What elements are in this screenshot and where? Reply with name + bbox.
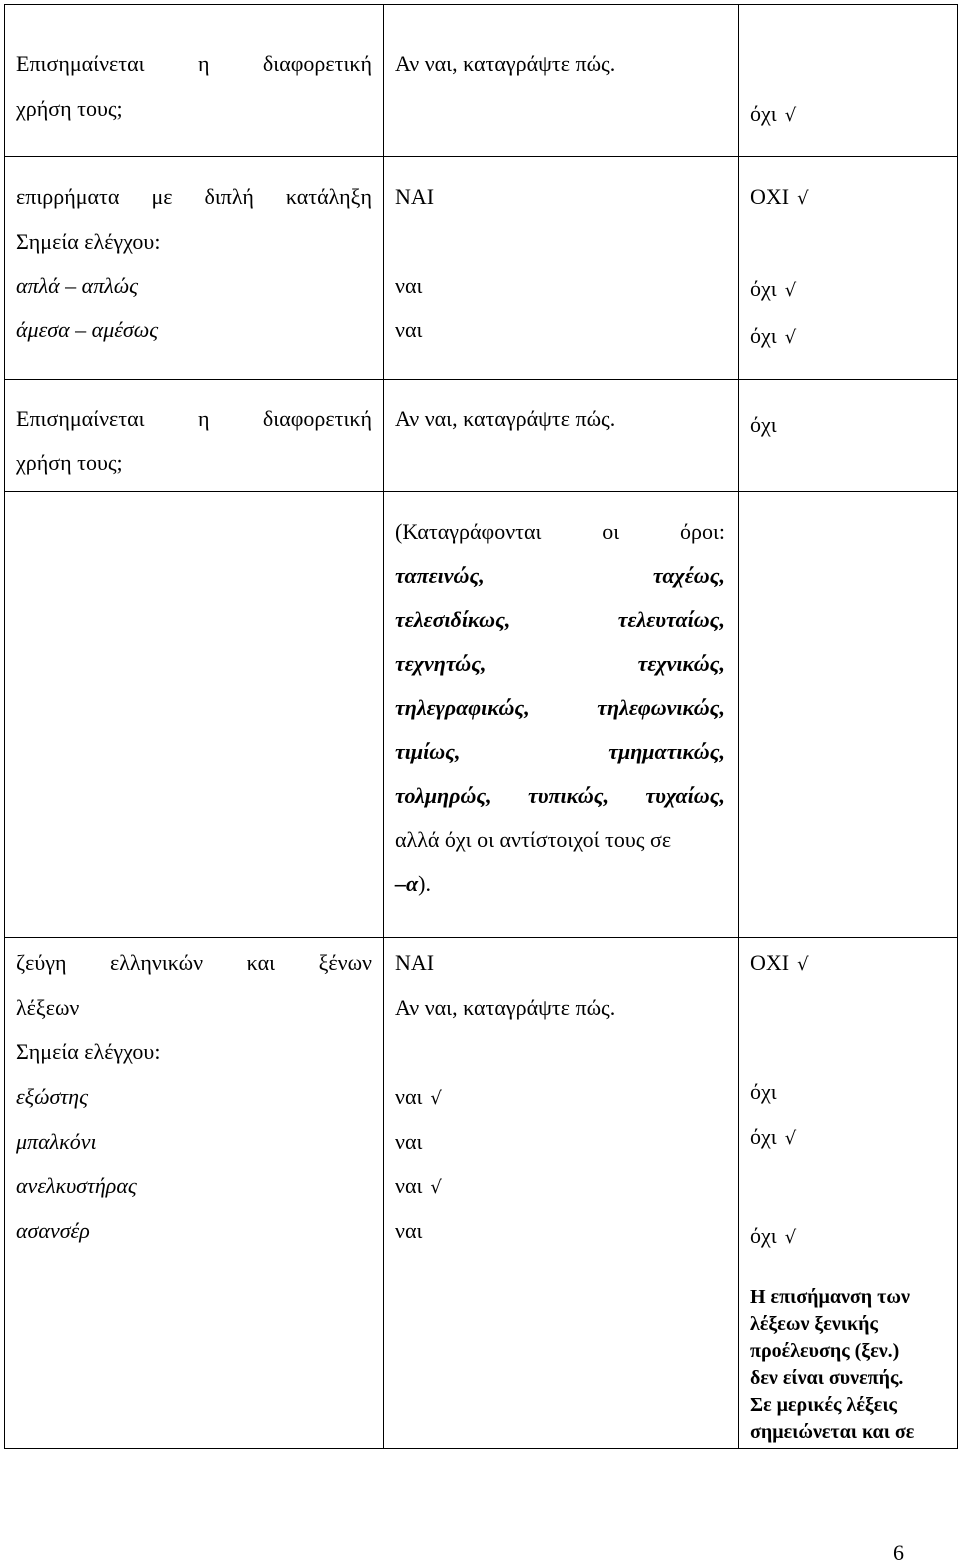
- term: τελευταίως,: [617, 607, 725, 632]
- row5-label-word: ζεύγη: [16, 950, 67, 975]
- intro-word: (Καταγράφονται: [395, 519, 542, 544]
- term: τηλεγραφικώς,: [395, 695, 530, 720]
- yes-value: ναι: [395, 1218, 423, 1243]
- no-value: όχι: [750, 276, 777, 301]
- row1-instruction: Αν ναι, καταγράψτε πώς.: [395, 51, 616, 76]
- checkpoints-label: Σημεία ελέγχου:: [16, 1039, 161, 1064]
- yes-value: ναι: [395, 1173, 423, 1198]
- note-line: Η επισήμανση των: [750, 1286, 910, 1308]
- no-value: όχι: [750, 1079, 777, 1104]
- term: τυχαίως,: [645, 783, 725, 808]
- note-line: λέξεων ξενικής: [750, 1313, 878, 1335]
- no-value: όχι: [750, 323, 777, 348]
- row1-answer: όχι: [750, 101, 777, 126]
- row1-label-word: διαφορετική: [262, 51, 372, 76]
- row3-label-word: η: [197, 406, 210, 431]
- row3-instruction: Αν ναι, καταγράψτε πώς.: [395, 406, 616, 431]
- table-row: [5, 492, 958, 938]
- no-value: όχι: [750, 1124, 777, 1149]
- row3-label-word: διαφορετική: [262, 406, 372, 431]
- term: τηλεφωνικώς,: [597, 695, 725, 720]
- yes-value: ναι: [395, 273, 423, 298]
- row2-label-word: κατάληξη: [285, 184, 372, 209]
- row5-label-tail: λέξεων: [16, 995, 80, 1020]
- yes-value: ναι: [395, 317, 423, 342]
- term: τεχνικώς,: [637, 651, 725, 676]
- check-mark-icon: √: [784, 280, 797, 301]
- term: τολμηρώς,: [395, 783, 492, 808]
- yes-heading: ΝΑΙ: [395, 184, 435, 209]
- example-pair: άμεσα – αμέσως: [16, 317, 159, 342]
- row5-label-word: ελληνικών: [110, 950, 204, 975]
- table-row: [5, 157, 958, 380]
- yes-value: ναι: [395, 1129, 423, 1154]
- ending-close: ).: [418, 871, 431, 896]
- row3-answer: όχι: [750, 412, 777, 437]
- content-table: [4, 4, 958, 1449]
- note-line: Σε μερικές λέξεις: [750, 1394, 897, 1416]
- yes-heading: ΝΑΙ: [395, 950, 435, 975]
- table-row: [5, 5, 958, 157]
- note-line: δεν είναι συνεπής.: [750, 1367, 904, 1389]
- term: τυπικώς,: [527, 783, 610, 808]
- row5-instruction: Αν ναι, καταγράψτε πώς.: [395, 995, 616, 1020]
- terms-tail: αλλά όχι οι αντίστοιχοί τους σε: [395, 827, 672, 852]
- row3-label-tail: χρήση τους;: [16, 450, 123, 475]
- example-word: εξώστης: [16, 1084, 89, 1109]
- check-mark-icon: √: [784, 1227, 797, 1248]
- row3-label-word: Επισημαίνεται: [16, 406, 145, 431]
- row2-label-word: επιρρήματα: [16, 184, 120, 209]
- row1-label-word: Επισημαίνεται: [16, 51, 145, 76]
- term: τελεσιδίκως,: [395, 607, 511, 632]
- yes-value: ναι: [395, 1084, 423, 1109]
- term: τμηματικώς,: [608, 739, 725, 764]
- example-pair: απλά – απλώς: [16, 273, 139, 298]
- check-mark-icon: √: [784, 105, 797, 126]
- row1-label-word: η: [197, 51, 210, 76]
- term: τεχνητώς,: [395, 651, 487, 676]
- term: τιμίως,: [395, 739, 461, 764]
- page-number: 6: [893, 1540, 904, 1565]
- no-value: όχι: [750, 1223, 777, 1248]
- term: ταχέως,: [652, 563, 725, 588]
- intro-word: όροι:: [679, 519, 725, 544]
- ending-suffix: –α: [395, 871, 419, 896]
- check-mark-icon: √: [784, 1128, 797, 1149]
- intro-word: οι: [602, 519, 620, 544]
- checkpoints-label: Σημεία ελέγχου:: [16, 229, 161, 254]
- example-word: μπαλκόνι: [16, 1129, 97, 1154]
- row2-label-word: με: [151, 184, 173, 209]
- row5-label-word: και: [246, 950, 276, 975]
- no-heading: ΟΧΙ: [750, 950, 790, 975]
- row2-label-word: διπλή: [204, 184, 254, 209]
- check-mark-icon: √: [430, 1177, 442, 1198]
- note-line: σημειώνεται και σε: [750, 1421, 915, 1443]
- table-row: [5, 380, 958, 492]
- check-mark-icon: √: [797, 188, 809, 209]
- check-mark-icon: √: [797, 954, 809, 975]
- check-mark-icon: √: [784, 327, 797, 348]
- check-mark-icon: √: [430, 1088, 442, 1109]
- no-heading: ΟΧΙ: [750, 184, 790, 209]
- term: ταπεινώς,: [395, 563, 485, 588]
- note-line: προέλευσης (ξεν.): [750, 1340, 900, 1362]
- example-word: ασανσέρ: [16, 1218, 90, 1243]
- table-row: [5, 938, 958, 1449]
- row1-label-tail: χρήση τους;: [16, 96, 123, 121]
- example-word: ανελκυστήρας: [16, 1173, 137, 1198]
- row5-label-word: ξένων: [318, 950, 372, 975]
